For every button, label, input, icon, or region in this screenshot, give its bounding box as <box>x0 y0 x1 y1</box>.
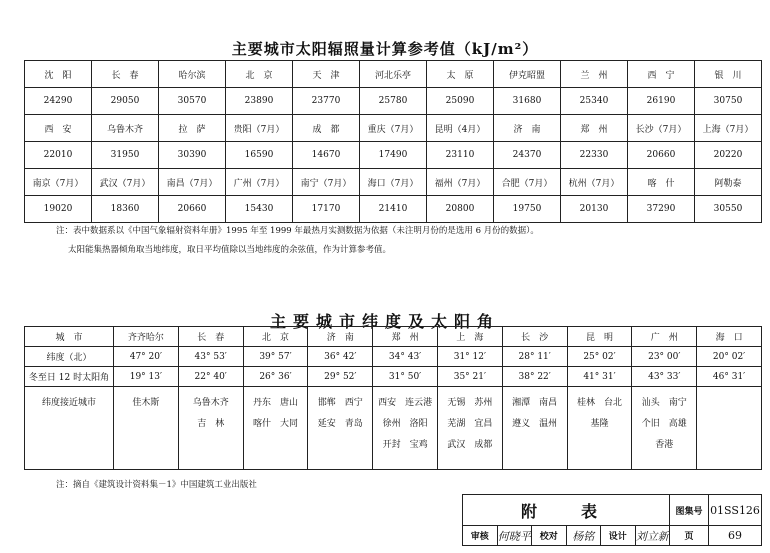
near-city-line: 无锡 苏州 <box>447 398 493 408</box>
latitude-value: 23° 00′ <box>632 347 697 367</box>
atlas-label: 图集号 <box>670 495 709 526</box>
note-source: 注：表中数据系以《中国气象辐射资料年册》1995 年至 1999 年最热月实测数据为依据（未注明月份的是选用 6 月份的数据）。 <box>56 226 539 236</box>
table-cell: 乌鲁木齐 <box>92 115 159 142</box>
table-cell: 兰 州 <box>561 61 628 88</box>
table-cell: 武汉（7月） <box>92 169 159 196</box>
table-cell: 29050 <box>92 88 159 115</box>
table-cell: 23890 <box>226 88 293 115</box>
table-row <box>25 61 762 88</box>
city-header: 齐齐哈尔 <box>114 327 179 347</box>
angle-value: 41° 31′ <box>567 367 632 387</box>
table-cell: 20660 <box>628 142 695 169</box>
table-row <box>25 169 762 196</box>
city-header: 长 春 <box>178 327 243 347</box>
table-cell: 14670 <box>293 142 360 169</box>
header-label: 城 市 <box>25 327 114 347</box>
near-cities <box>373 387 438 470</box>
angle-value: 35° 21′ <box>437 367 502 387</box>
angle-value: 38° 22′ <box>502 367 567 387</box>
near-cities <box>567 387 632 470</box>
latitude-table <box>24 326 762 470</box>
atlas-number: 01SS126 <box>709 495 762 526</box>
table-cell: 南京（7月） <box>25 169 92 196</box>
table-cell: 郑 州 <box>561 115 628 142</box>
near-city-line: 芜湖 宜昌 <box>447 419 493 429</box>
angle-value: 29° 52′ <box>308 367 373 387</box>
near-city-line: 汕头 南宁 <box>641 398 687 408</box>
near-city-line: 邯郸 西宁 <box>317 398 363 408</box>
title-block <box>462 494 762 546</box>
table-cell: 19750 <box>494 196 561 223</box>
table-cell: 23770 <box>293 88 360 115</box>
table-cell: 哈尔滨 <box>159 61 226 88</box>
near-city-line: 湘潭 南昌 <box>512 398 558 408</box>
table-row <box>25 196 762 223</box>
table-cell: 30550 <box>695 196 762 223</box>
near-city-line: 喀什 大同 <box>252 419 298 429</box>
table-cell: 17170 <box>293 196 360 223</box>
page-number: 69 <box>709 526 762 546</box>
table-cell: 20130 <box>561 196 628 223</box>
latitude-value: 25° 02′ <box>567 347 632 367</box>
table-cell: 昆明（4月） <box>427 115 494 142</box>
table-row <box>25 367 762 387</box>
near-city-line: 个旧 高雄 <box>641 419 687 429</box>
table-cell: 重庆（7月） <box>360 115 427 142</box>
near-city-line: 丹东 唐山 <box>252 398 298 408</box>
table-cell: 喀 什 <box>628 169 695 196</box>
near-city-line: 武汉 成都 <box>447 440 493 450</box>
table-cell: 26190 <box>628 88 695 115</box>
near-city-line: 延安 青岛 <box>317 419 363 429</box>
table-cell: 20220 <box>695 142 762 169</box>
table-cell: 西 宁 <box>628 61 695 88</box>
table-cell: 天 津 <box>293 61 360 88</box>
table-row <box>25 347 762 367</box>
table-cell: 长 春 <box>92 61 159 88</box>
city-header: 昆 明 <box>567 327 632 347</box>
table-cell: 30570 <box>159 88 226 115</box>
table-cell: 拉 萨 <box>159 115 226 142</box>
radiation-table-title: 主要城市太阳辐照量计算参考值（kJ/m²） <box>231 40 539 58</box>
near-cities <box>114 387 179 470</box>
table-row <box>25 88 762 115</box>
near-city-line: 乌鲁木齐 <box>192 398 229 408</box>
table-cell: 银 川 <box>695 61 762 88</box>
table-cell: 23110 <box>427 142 494 169</box>
table-cell: 31680 <box>494 88 561 115</box>
table-row <box>25 142 762 169</box>
near-cities <box>632 387 697 470</box>
angle-value: 19° 13′ <box>114 367 179 387</box>
page-label: 页 <box>670 526 709 546</box>
table-cell: 沈 阳 <box>25 61 92 88</box>
table-cell: 37290 <box>628 196 695 223</box>
latitude-value: 20° 02′ <box>697 347 762 367</box>
table-cell: 15430 <box>226 196 293 223</box>
near-cities <box>243 387 308 470</box>
angle-value: 22° 40′ <box>178 367 243 387</box>
latitude-value: 34° 43′ <box>373 347 438 367</box>
city-header: 郑 州 <box>373 327 438 347</box>
table-cell: 河北乐亭 <box>360 61 427 88</box>
city-header: 长 沙 <box>502 327 567 347</box>
table-cell: 福州（7月） <box>427 169 494 196</box>
drawing-name: 附 表 <box>463 495 670 526</box>
radiation-table <box>24 60 762 223</box>
city-header: 济 南 <box>308 327 373 347</box>
near-cities <box>697 387 762 470</box>
table-row <box>25 115 762 142</box>
table-cell: 25340 <box>561 88 628 115</box>
table-cell: 24370 <box>494 142 561 169</box>
angle-value: 31° 50′ <box>373 367 438 387</box>
city-header: 北 京 <box>243 327 308 347</box>
check-signature: 杨铭 <box>566 526 601 546</box>
table-cell: 31950 <box>92 142 159 169</box>
latitude-value: 47° 20′ <box>114 347 179 367</box>
table-cell: 北 京 <box>226 61 293 88</box>
table-cell: 太 原 <box>427 61 494 88</box>
row-label: 冬至日 12 时太阳角 <box>25 367 114 387</box>
near-city-line: 徐州 洛阳 <box>382 419 428 429</box>
table-cell: 合肥（7月） <box>494 169 561 196</box>
city-header: 海 口 <box>697 327 762 347</box>
near-city-line: 西安 连云港 <box>378 398 433 408</box>
table-cell: 25090 <box>427 88 494 115</box>
table-cell: 成 都 <box>293 115 360 142</box>
table-cell: 22010 <box>25 142 92 169</box>
table-cell: 20800 <box>427 196 494 223</box>
table-cell: 西 安 <box>25 115 92 142</box>
near-city-line: 香港 <box>655 440 674 450</box>
near-cities <box>178 387 243 470</box>
note-method: 太阳能集热器倾角取当地纬度，取日平均值除以当地纬度的余弦值，作为计算参考值。 <box>68 245 392 255</box>
angle-value: 46° 31′ <box>697 367 762 387</box>
table-cell: 上海（7月） <box>695 115 762 142</box>
table-cell: 20660 <box>159 196 226 223</box>
table-cell: 伊克昭盟 <box>494 61 561 88</box>
table-cell: 杭州（7月） <box>561 169 628 196</box>
near-cities <box>437 387 502 470</box>
row-label: 纬度（北） <box>25 347 114 367</box>
near-cities <box>502 387 567 470</box>
table-row <box>25 327 762 347</box>
table-cell: 17490 <box>360 142 427 169</box>
city-header: 上 海 <box>437 327 502 347</box>
note-reference: 注：摘自《建筑设计资料集－1》中国建筑工业出版社 <box>56 480 257 490</box>
near-city-line: 佳木斯 <box>132 398 160 408</box>
table-cell: 贵阳（7月） <box>226 115 293 142</box>
angle-value: 26° 36′ <box>243 367 308 387</box>
table-cell: 30390 <box>159 142 226 169</box>
table-cell: 19020 <box>25 196 92 223</box>
table-cell: 24290 <box>25 88 92 115</box>
table-row <box>25 387 762 470</box>
table-cell: 海口（7月） <box>360 169 427 196</box>
table-cell: 18360 <box>92 196 159 223</box>
latitude-table-title: 主要城市纬度及太阳角 <box>269 312 500 331</box>
table-cell: 30750 <box>695 88 762 115</box>
latitude-value: 39° 57′ <box>243 347 308 367</box>
latitude-value: 43° 53′ <box>178 347 243 367</box>
near-city-line: 吉 林 <box>197 419 225 429</box>
review-label: 审核 <box>463 526 498 546</box>
check-label: 校对 <box>532 526 567 546</box>
table-cell: 阿勒泰 <box>695 169 762 196</box>
table-cell: 25780 <box>360 88 427 115</box>
table-cell: 南宁（7月） <box>293 169 360 196</box>
design-label: 设计 <box>601 526 636 546</box>
table-cell: 长沙（7月） <box>628 115 695 142</box>
near-city-line: 遵义 温州 <box>512 419 558 429</box>
review-signature: 何晓平 <box>497 526 532 546</box>
table-cell: 16590 <box>226 142 293 169</box>
latitude-value: 31° 12′ <box>437 347 502 367</box>
near-city-line: 桂林 台北 <box>576 398 622 408</box>
design-signature: 刘立新 <box>635 526 670 546</box>
angle-value: 43° 33′ <box>632 367 697 387</box>
near-city-line: 基隆 <box>590 419 609 429</box>
table-cell: 济 南 <box>494 115 561 142</box>
city-header: 广 州 <box>632 327 697 347</box>
table-cell: 21410 <box>360 196 427 223</box>
latitude-value: 36° 42′ <box>308 347 373 367</box>
row-label: 纬度接近城市 <box>25 387 114 470</box>
table-cell: 南昌（7月） <box>159 169 226 196</box>
near-cities <box>308 387 373 470</box>
table-cell: 广州（7月） <box>226 169 293 196</box>
latitude-value: 28° 11′ <box>502 347 567 367</box>
near-city-line: 开封 宝鸡 <box>382 440 428 450</box>
table-cell: 22330 <box>561 142 628 169</box>
